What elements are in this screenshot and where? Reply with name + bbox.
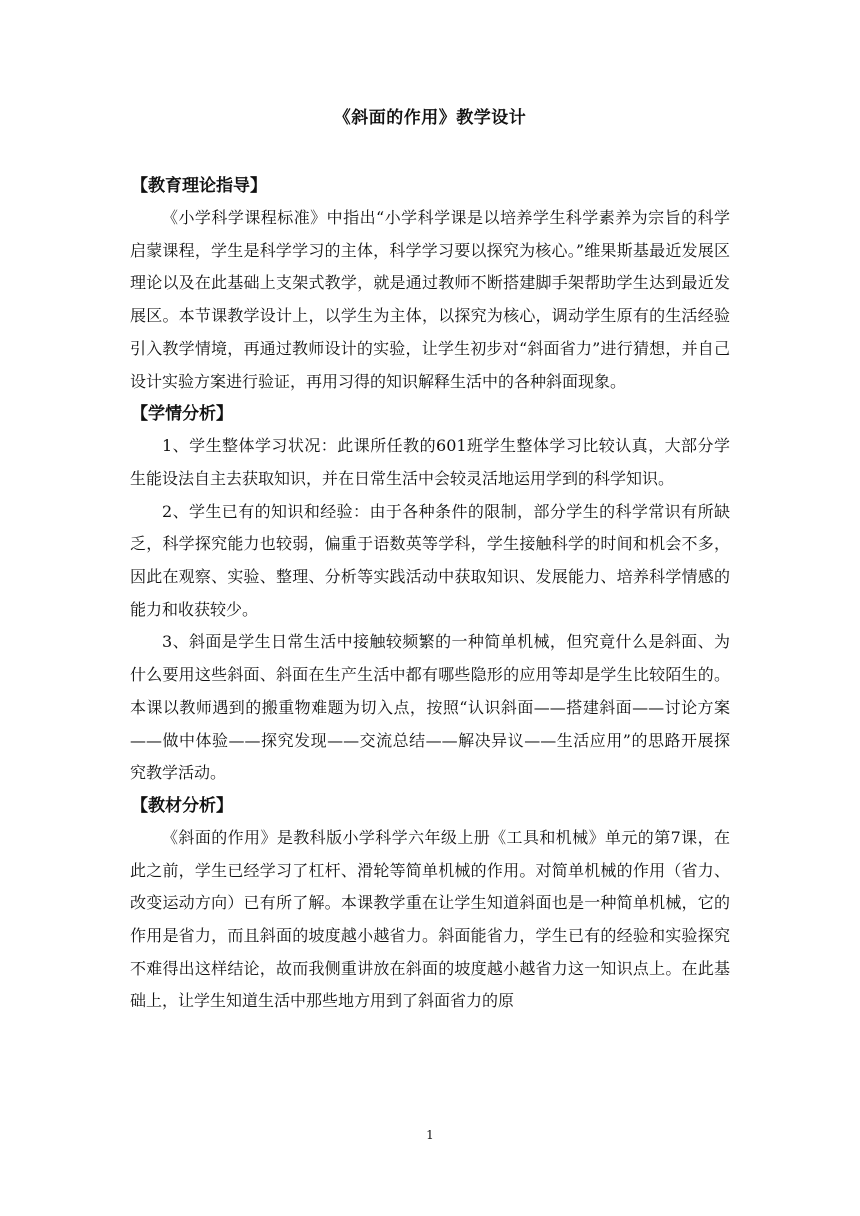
paragraph-student-analysis-1: 1、学生整体学习状况：此课所任教的601班学生整体学习比较认真，大部分学生能设法自主去获取知识，并在日常生活中会较灵活地运用学到的科学知识。 [130, 436, 730, 488]
page-number: 1 [426, 1128, 434, 1142]
paragraph-theory: 《小学科学课程标准》中指出“小学科学课是以培养学生科学素养为宗旨的科学启蒙课程，学生是科学学习的主体，科学学习要以探究为核心。”维果斯基最近发展区理论以及在此基础上支架式教学，就是通过教师不断搭建脚手架帮助学生达到最近发展区。本节课教学设计上，以学生为主体，以探究为核心，调动学生原有的生活经验引入教学情境，再通过教师设计的实验，让学生初步对“斜面省力”进行猜想，并自己设计实验方案进行验证，再用习得的知识解释生活中的各种斜面现象。 [130, 208, 730, 391]
paragraph-student-analysis-3: 3、斜面是学生日常生活中接触较频繁的一种简单机械，但究竟什么是斜面、为什么要用这些斜面、斜面在生产生活中都有哪些隐形的应用等却是学生比较陌生的。本课以教师遇到的搬重物难题为切入点，按照“认识斜面——搭建斜面——讨论方案——做中体验——探究发现——交流总结——解决异议——生活应用”的思路开展探究教学活动。 [130, 632, 730, 783]
paragraph-student-analysis-2: 2、学生已有的知识和经验：由于各种条件的限制，部分学生的科学常识有所缺乏，科学探究能力也较弱，偏重于语数英等学科，学生接触科学的时间和机会不多，因此在观察、实验、整理、分析等实践活动中获取知识、发展能力、培养科学情感的能力和收获较少。 [130, 501, 730, 619]
document-title: 《斜面的作用》教学设计 [333, 108, 527, 128]
paragraph-textbook-analysis: 《斜面的作用》是教科版小学科学六年级上册《工具和机械》单元的第7课，在此之前，学生已经学习了杠杆、滑轮等简单机械的作用。对简单机械的作用（省力、改变运动方向）已有所了解。本课教学重在让学生知道斜面也是一种简单机械，它的作用是省力，而且斜面的坡度越小越省力。斜面能省力，学生已有的经验和实验探究不难得出这样结论，故而我侧重讲放在斜面的坡度越小越省力这一知识点上。在此基础上，让学生知道生活中那些地方用到了斜面省力的原 [130, 827, 730, 1011]
section-heading-theory: 【教育理论指导】 [131, 176, 267, 196]
document-body [130, 170, 730, 1018]
section-heading-student-analysis: 【学情分析】 [131, 404, 233, 425]
section-heading-textbook-analysis: 【教材分析】 [131, 795, 233, 816]
